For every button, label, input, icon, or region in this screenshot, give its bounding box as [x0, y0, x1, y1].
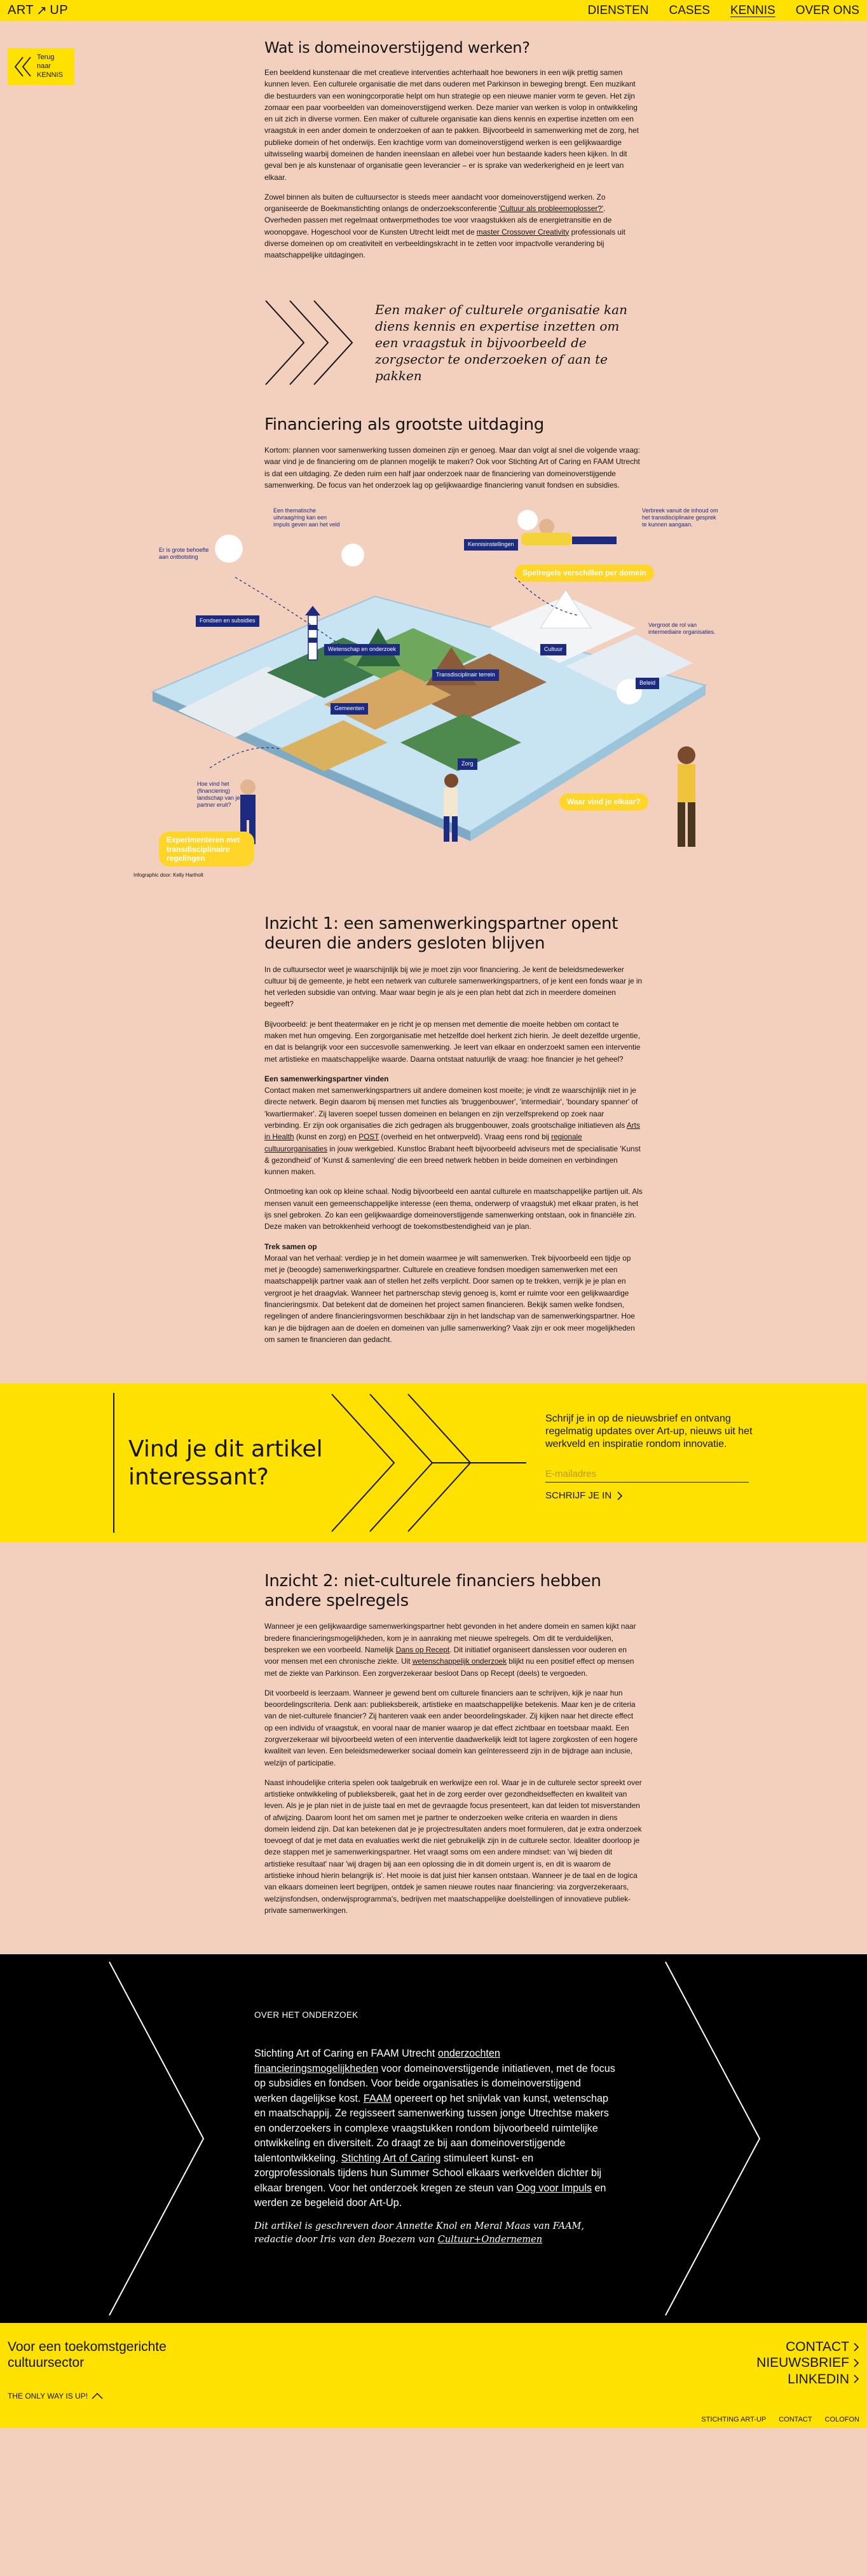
ig-tag-transdisciplinair-terrein: Transdisciplinair terrein: [432, 669, 499, 681]
chevron-right-icon: [853, 2358, 859, 2368]
article-intro: [0, 21, 867, 1345]
about-heading: OVER HET ONDERZOEK: [254, 2010, 358, 2020]
subscribe-button-label: SCHRIJF JE IN: [545, 1490, 612, 1502]
about-research-section: [0, 1954, 867, 2323]
inzicht1-paragraph-2: Bijvoorbeeld: je bent theatermaker en je richt je op mensen met dementie die moeite hebben om contact te maken met hun omgeving. Een zorgorganisatie met hetzelfde doel herkent zich hierin. Je deelt dezelfde urgentie, en dat is belangrijk voor een succesvolle samenwerking. Je leert van elkaar en onderzoekt samen een interventie met artistieke en maatschappelijke waarde. Daarna ontstaat natuurlijk de vraag: hoe financier je het geheel?: [264, 1019, 641, 1064]
ig-tag-cultuur: Cultuur: [540, 644, 566, 655]
ig-tag-beleid: Beleid: [636, 678, 659, 689]
infographic-caption: Infographic door: Kelly Hartholt: [133, 872, 203, 879]
text-fragment: (kunst en zorg) en: [294, 1132, 359, 1142]
quote-text: Een maker of culturele organisatie kan diens kennis en expertise inzetten om een vraagstuk in bijvoorbeeld de zorgsector te onderzoeken of aan te pakken: [375, 301, 627, 383]
footer-link-contact-small[interactable]: CONTACT: [779, 2416, 812, 2424]
back-label-line2: KENNIS: [37, 71, 63, 79]
financiering-paragraph: Kortom: plannen voor samenwerking tussen domeinen zijn er genoeg. Maar dan volgt al snel die volgende vraag: waar vind je de financiering om de plannen mogelijk te maken? Ook voor Stichting Art of Caring en FAAM Utrecht is dat een uitdaging. Ze deden ruim een half jaar onderzoek naar de financiering van domeinoverstijgende samenwerking. De focus van het onderzoek lag op gelijkwaardige financiering vanuit fondsen en subsidies.: [264, 446, 640, 490]
link-arts-in-health[interactable]: Arts in Health: [264, 1121, 640, 1142]
ig-tag-fondsen-subsidies: Fondsen en subsidies: [196, 615, 259, 627]
footer-tagline-line2: cultuursector: [8, 2355, 85, 2371]
link-cultuur-ondernemen[interactable]: Cultuur+Ondernemen: [437, 2234, 543, 2245]
about-content: [254, 2010, 617, 2254]
ig-label-financieringslandschap: Hoe vind het (financiering) landschap van je partner eruit?: [197, 781, 240, 808]
logo-text-art: ART: [8, 3, 34, 17]
footer-bottom-links: [701, 2416, 859, 2423]
inzicht1-paragraph-5: [264, 1241, 643, 1346]
logo-text-up: UP: [50, 3, 69, 17]
footer-tagline: [8, 2339, 167, 2371]
art-up-logo[interactable]: [8, 3, 68, 18]
ig-tag-zorg: Zorg: [458, 758, 477, 770]
infographic: [133, 501, 731, 879]
newsletter-title: [128, 1435, 323, 1491]
chevron-right-icon: [108, 1961, 210, 2317]
footer-link-linkedin[interactable]: [756, 2371, 859, 2387]
footer-link-label: NIEUWSBRIEF: [756, 2355, 849, 2371]
newsletter-title-line2: interessant?: [128, 1463, 269, 1490]
text-fragment: . Dit initiatief organiseert danslessen voor ouderen en voor mensen met een chronische ziekte. Uit: [264, 1645, 627, 1666]
inzicht2-paragraph-2: Dit voorbeeld is leerzaam. Wanneer je gewend bent om culturele financiers aan te schrijven, kijk je naar hun beoordelingscriteria. Denk aan: publieksbereik, artistieke en maatschappelijke betekenis. Maar ken je de criteria van de niet-culturele financier? Zij hanteren vaak een ander beoordelingskader. Zij kijken naar het directe effect op een individu of vraagstuk, en vooral naar de manier waarop je dat effect zichtbaar en toetsbaar maakt. Een zorgverzekeraar wil bijvoorbeeld weten of een interventie daadwerkelijk leidt tot lagere zorgkosten of een hogere kwaliteit van leven. Een beleidsmedewerker sociaal domein kan geïnteresseerd zijn in de bijdrage aan inclusie, welzijn of participatie.: [264, 1688, 638, 1767]
pull-quote: [264, 299, 643, 386]
ig-tag-gemeenten: Gemeenten: [331, 703, 368, 715]
footer-link-contact[interactable]: [756, 2339, 859, 2355]
newsletter-description: Schrijf je in op de nieuwsbrief en ontvang regelmatig updates over Art-up, nieuws uit het werkveld en inspiratie rondom innovatie.: [545, 1413, 753, 1450]
ig-pill-experimenteren: Experimenteren met transdisciplinaire regelingen: [159, 832, 254, 867]
intro-paragraph-2: [264, 191, 643, 261]
subheading-trek-samen-op: Trek samen op: [264, 1242, 317, 1251]
link-regionale-cultuurorganisaties[interactable]: regionale cultuurorganisaties: [264, 1132, 582, 1153]
ig-pill-waar-vind-je-elkaar: Waar vind je elkaar?: [559, 793, 648, 810]
intro-paragraph-1: Een beeldend kunstenaar die met creatieve interventies achterhaalt hoe bewoners in een wijk prettig samen kunnen leven. Een culturele organisatie die met dans ouderen met Parkinson in beweging brengt. Een muzikant die bestuurders van een woningcorporatie helpt om hun strategie op een nieuwe manier vorm te geven. Het zijn zomaar een paar voorbeelden van domeinoverstijgend werken. Deze manier van werken is volop in ontwikkeling en uit zich in diverse vormen. Een maker of culturele organisatie kan diens kennis en expertise inzetten om een vraagstuk in een ander domein te onderzoeken of aan te pakken. Bijvoorbeeld in samenwerking met de zorg, het publieke domein of het onderwijs. Een krachtige vorm van domeinoverstijgend werken is een gelijkwaardige uitwisseling waarbij domeinen de handen ineenslaan en allebei voer hun bestaande kaders heen kijken. In dit geval ben je als kunstenaar of organisatie geen leverancier – er is sprake van wederkerigheid en je leert van elkaar.: [264, 68, 639, 182]
text-fragment: Zowel binnen als buiten de cultuursector is steeds meer aandacht voor domeinoverstijgend werken. Zo organiseerde de Boekmanstichting onlangs de onderzoeksconferentie: [264, 192, 606, 214]
nav-item-over-ons[interactable]: OVER ONS: [795, 3, 859, 17]
newsletter-signup-banner: [0, 1383, 867, 1542]
subheading-samenwerkingspartner-vinden: Een samenwerkingspartner vinden: [264, 1074, 389, 1083]
divider-line: [113, 1393, 114, 1533]
triple-chevron-right-icon: [264, 299, 360, 386]
text-fragment: stimuleert kunst- en zorgprofessionals tijdens hun Summer School elkaars werkvelden dichter bij elkaar brengen. Voor het onderzoek kregen ze steun van: [254, 2152, 602, 2194]
inzicht1-paragraph-1: In de cultuursector weet je waarschijnlijk bij wie je moet zijn voor financiering. Je kent de beleidsmedewerker cultuur bij de gemeente, je hebt een netwerk van culturele samenwerkingspartners, of je kent een fonds waar je in het verleden subsidie van ontving. Maar waar begin je als je een plan hebt dat zich in meerdere domeinen begeeft?: [264, 964, 643, 1009]
triple-chevron-right-icon: [331, 1393, 528, 1533]
text-fragment: en werden ze begeleid door Art-Up.: [254, 2182, 606, 2209]
inzicht2-paragraph-1: [264, 1620, 643, 1678]
text-fragment: Moraal van het verhaal: verdiep je in het domein waarmee je wilt samenwerken. Trek bijvoorbeeld een tijdje op met je (beoogde) samenwerkingspartner. Culturele en creatieve fondsen moedigen samenwerken met een maatschappelijk partner vaak aan of stellen het zelfs verplicht. Door samen op te trekken, verrijk je je plan en vergroot je het draagvlak. Wanneer het partnerschap stevig genoeg is, komt er ruimte voor een gelijkwaardige financieringsmix. Dat betekent dat de domeinen het project samen financieren. Bekijk samen welke fondsen, regelingen of andere financieringsvormen beschikbaar zijn in het landschap van de samenwerkingspartner. Hoe kan je die bijdragen aan de doelen en domeinen van jullie samenwerking? Vaak zijn er ook meer mogelijkheden om samen te financieren dan gedacht.: [264, 1253, 635, 1344]
ig-tag-kennisinstellingen: Kennisinstellingen: [464, 539, 518, 551]
subscribe-button[interactable]: [545, 1490, 755, 1501]
ig-tag-wetenschap-onderzoek: Wetenschap en onderzoek: [324, 644, 400, 655]
arrow-up-right-icon: ↗: [36, 4, 48, 18]
link-faam[interactable]: FAAM: [363, 2092, 392, 2104]
chevron-right-icon: [617, 1491, 623, 1500]
top-navigation-bar: [0, 0, 867, 21]
text-fragment: Wanneer je een gelijkwaardige samenwerkingspartner hebt gevonden in het andere domein en samen kijkt naar bredere financieringsmogelijkheden, kom je in aanraking met nieuwe spelregels. Om dit te verduidelijken, bespreken we een voorbeeld. Namelijk: [264, 1622, 636, 1654]
nav-item-kennis[interactable]: KENNIS: [730, 3, 775, 17]
footer-link-stichting-art-up[interactable]: STICHTING ART-UP: [701, 2416, 767, 2424]
text-fragment: (overheid en het ontwerpveld). Vraag eens rond bij: [379, 1132, 552, 1142]
text-fragment: Contact maken met samenwerkingspartners uit andere domeinen kost moeite; je vindt ze waarschijnlijk niet in je directe netwerk. Begin daarom bij mensen met functies als 'bruggenbouwer', 'intermediair', 'boundary spanner' of 'kwartiermaker'. Zij laveren soepel tussen domeinen en belangen en zijn verzelfsprekend op zoek naar verbinding. Er zijn ook organisaties die zich gedragen als bruggenbouwer, zoals grootschalige initiatieven als: [264, 1086, 638, 1130]
inzicht1-paragraph-4: Ontmoeting kan ook op kleine schaal. Nodig bijvoorbeeld een aantal culturele en maatschappelijke partijen uit. Als mensen vanuit een gemeenschappelijke interesse (een thema, onderwerp of vraagstuk) met elkaar praten, is het ijs snel gebroken. Zo kan een gelijkwaardige domeinoverstijgende samenwerking ontstaan, ook in financiële zin. Deze maken van betrokkenheid verhoogt de toekomstbestendigheid van je plan.: [264, 1187, 643, 1231]
author-credit: [254, 2220, 617, 2247]
link-stichting-art-of-caring[interactable]: Stichting Art of Caring: [341, 2152, 441, 2164]
text-fragment: blijkt nu een positief effect op mensen met de ziekte van Parkinson. Een zorgverzekeraar besloot Dans op Recept (deels) te vergoeden.: [264, 1657, 634, 1678]
footer-link-label: LINKEDIN: [788, 2371, 849, 2387]
page-title: Wat is domeinoverstijgend werken?: [264, 39, 530, 57]
chevron-right-icon: [853, 2342, 859, 2352]
footer-slogan: [8, 2392, 103, 2401]
nav-item-cases[interactable]: CASES: [669, 3, 710, 17]
main-nav: [587, 4, 859, 18]
chevron-right-icon: [853, 2374, 859, 2384]
section-title-financiering: Financiering als grootste uitdaging: [264, 414, 544, 434]
slogan-text: THE ONLY WAY IS UP!: [8, 2392, 88, 2401]
footer-tagline-line1: Voor een toekomstgerichte: [8, 2340, 167, 2355]
footer: [0, 2323, 867, 2428]
link-post[interactable]: POST: [358, 1132, 379, 1142]
link-oog-voor-impuls[interactable]: Oog voor Impuls: [516, 2182, 592, 2194]
link-dans-op-recept[interactable]: Dans op Recept: [395, 1645, 450, 1654]
link-onderzochten-financieringsmogelijkheden[interactable]: onderzochten financieringsmogelijkheden: [254, 2048, 500, 2074]
chevron-up-icon: [92, 2393, 103, 2399]
inzicht1-paragraph-3: [264, 1073, 643, 1178]
ig-label-intermediaire-organisaties: Vergroot de rol van intermediaire organisaties.: [648, 622, 716, 636]
ig-pill-spelregels: Spelregels verschillen per domein: [515, 565, 654, 581]
text-fragment: opereert op het snijvlak van kunst, wetenschap en maatschappij. Ze regisseert samenwerking tussen jonge Utrechtse makers en onderzoekers in complexe vraagstukken rondom bijvoorbeeld ruimtelijke ontwikkeling en diversiteit. Zo draagt ze bij aan domeinoverstijgende talentontwikkeling.: [254, 2092, 609, 2164]
footer-links: [756, 2339, 859, 2387]
text-fragment: in jouw werkgebied. Kunstloc Brabant heeft bijvoorbeeld adviseurs met de specialisatie 'Kunst & gezondheid' of 'Kunst & samenleving' die een breed netwerk hebben in beide domeinen en verbindingen kunnen maken.: [264, 1144, 641, 1177]
email-input[interactable]: [545, 1467, 749, 1483]
text-fragment: voor domeinoverstijgende initiatieven, met de focus op subsidies en fondsen. Voor beide organisaties is domeinoverstijgend werken dagelijkse kost.: [254, 2062, 615, 2104]
chevron-right-icon: [664, 1961, 766, 2317]
footer-link-label: CONTACT: [786, 2340, 849, 2355]
ig-label-verbreek-vanuit-inhoud: Verbreek vanuit de inhoud om het transdisciplinaire gesprek te kunnen aangaan.: [642, 507, 718, 528]
newsletter-form: [545, 1413, 755, 1501]
ig-label-thematische-uitvraag: Een thematische uitvraag/ring kan een impuls geven aan het veld: [273, 507, 340, 528]
back-label-line1: Terug naar: [37, 53, 55, 71]
text-fragment: professionals uit diverse domeinen op om creativiteit en verbeeldingskracht in te zetten voor impactvolle verandering bij maatschappelijke uitdagingen.: [264, 227, 625, 260]
nav-item-diensten[interactable]: DIENSTEN: [587, 3, 649, 17]
link-wetenschappelijk-onderzoek[interactable]: wetenschappelijk onderzoek: [412, 1657, 507, 1666]
ig-label-behoefte-ontbotsting: Er is grote behoefte aan ontbotsting: [159, 547, 209, 561]
footer-link-nieuwsbrief[interactable]: [756, 2355, 859, 2371]
text-fragment: . Overheden passen met regelmaat ontwerpmethodes toe voor vraagstukken als de energietransitie en de woonopgave. Hogeschool voor de Kunsten Utrecht leidt met de: [264, 204, 612, 236]
text-fragment: Stichting Art of Caring en FAAM Utrecht: [254, 2048, 438, 2060]
footer-link-colofon[interactable]: COLOFON: [824, 2416, 859, 2424]
section-title-inzicht-2: Inzicht 2: niet-culturele financiers hebben andere spelregels: [264, 1572, 601, 1610]
section-title-inzicht-1: Inzicht 1: een samenwerkingspartner opent deuren die anders gesloten blijven: [264, 914, 618, 953]
newsletter-title-line1: Vind je dit artikel: [128, 1436, 323, 1463]
about-paragraph: [254, 2046, 617, 2210]
link-master-crossover-creativity[interactable]: master Crossover Creativity: [476, 227, 570, 236]
article-inzicht-2: [0, 1542, 867, 1916]
text-fragment: Dit artikel is geschreven door Annette Knol en Meral Maas van FAAM, redactie door Iris van den Boezem van: [254, 2221, 584, 2245]
inzicht2-paragraph-3: Naast inhoudelijke criteria spelen ook taalgebruik en werkwijze een rol. Waar je in de culturele sector spreekt over artistieke ontwikkeling of publieksbereik, gaat het in de zorg eerder over gezondheidseffecten en kwaliteit van leven. Als je je plan niet in de juiste taal en met de gevraagde focus presenteert, kan dat leiden tot misverstanden of afwijzing. Daarom loont het om samen met je partner te onderzoeken welke criteria en waarden in diens domein leidend zijn. Dat kan betekenen dat je je projectresultaten anders moet formuleren, dat je extra onderzoek toevoegt of dat je met data en evaluaties werkt die niet gebruikelijk zijn in de culturele sector. Idealiter doorloop je deze stappen met je samenwerkingspartner. Het vraagt soms om een andere mindset: van 'wij bieden dit artistieke resultaat' naar 'wij dragen bij aan een oplossing die in dit domein urgent is, en dit is waarom de artistieke inhoud hierin belangrijk is'. Het mooie is dat juist hier kansen ontstaan. Wanneer je de taal en de logica van elkaars domeinen leert begrijpen, ontdek je samen nieuwe routes naar financiering: via zorgverzekeraars, welzijnsfondsen, onderwijsprogramma's, bedrijven met maatschappelijke doelstellingen of innovatieve publiek-private samenwerkingen.: [264, 1778, 642, 1915]
link-cultuur-als-probleemoplosser[interactable]: 'Cultuur als probleemoplosser?': [498, 204, 604, 214]
